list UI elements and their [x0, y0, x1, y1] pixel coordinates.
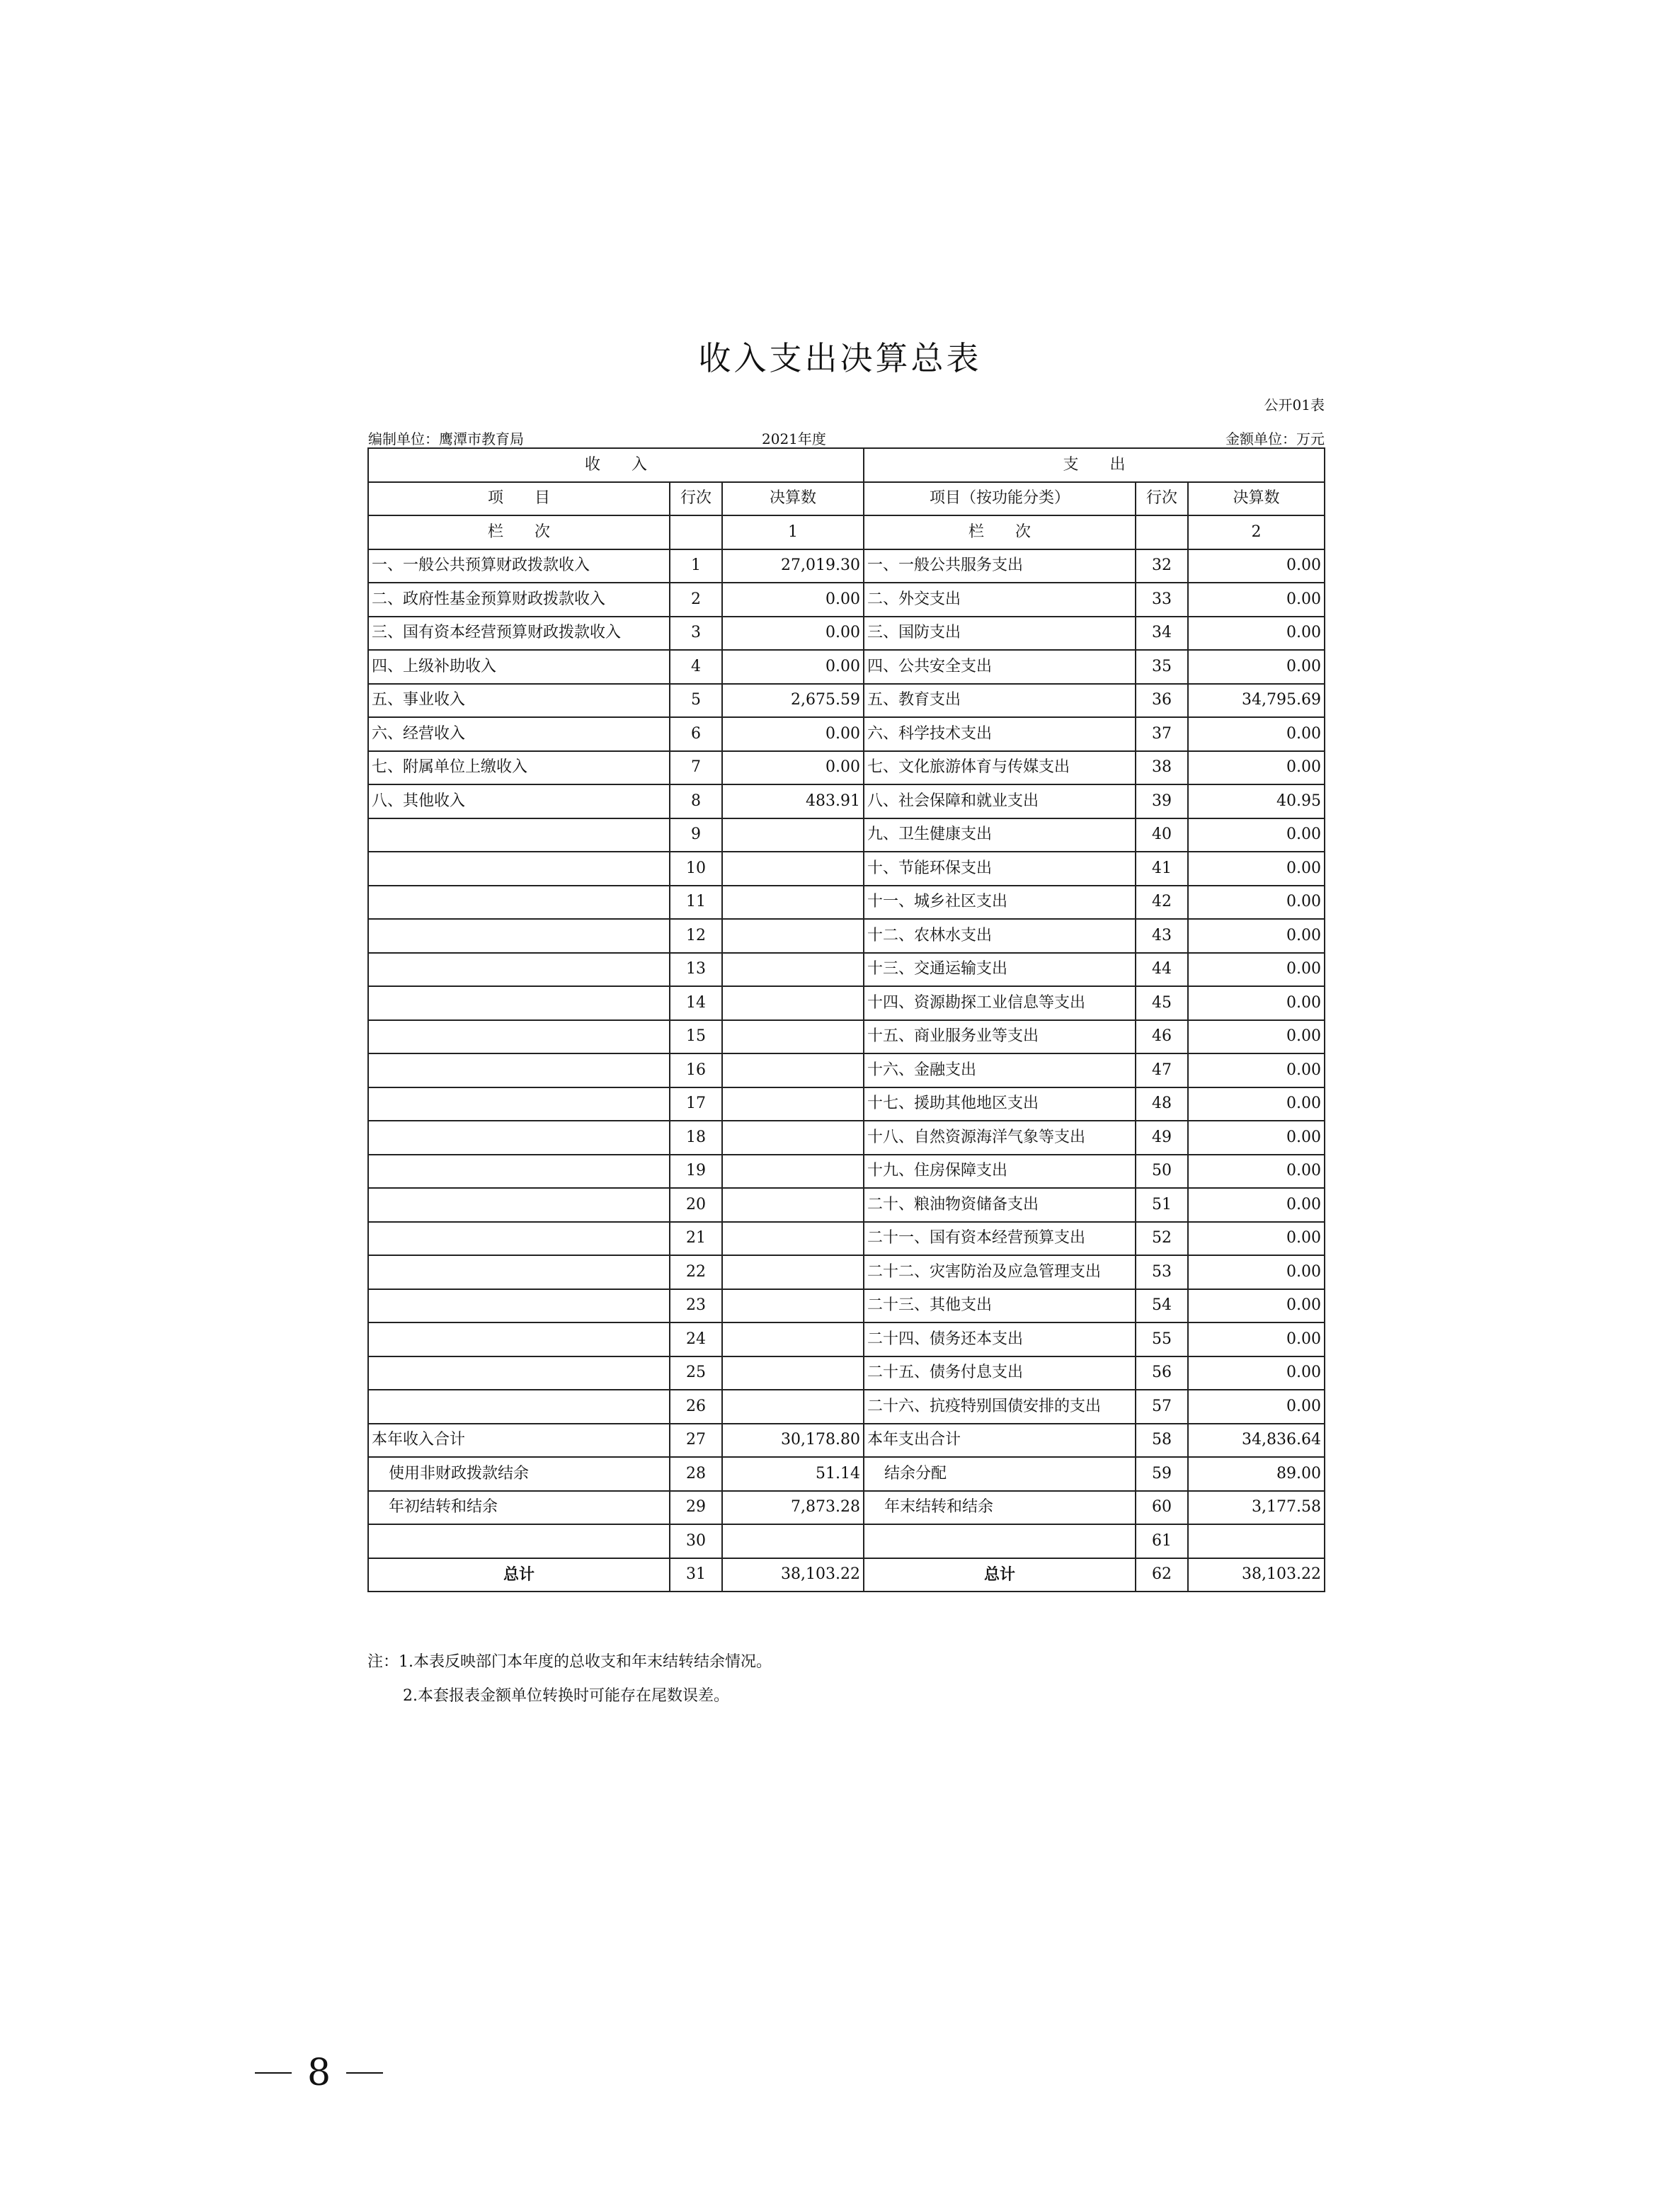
income-row-no-cell: 15 [670, 1020, 722, 1054]
expense-row-no-cell: 42 [1136, 886, 1188, 920]
page-dash-left [255, 2072, 292, 2074]
expense-item-cell: 三、国防支出 [864, 617, 1136, 651]
expense-amount-cell: 0.00 [1188, 1390, 1325, 1424]
income-row-no-cell: 11 [670, 886, 722, 920]
expense-item-header: 项目（按功能分类） [864, 482, 1136, 516]
compiling-unit: 编制单位：鹰潭市教育局 [368, 430, 524, 447]
note-2: 2.本套报表金额单位转换时可能存在尾数误差。 [403, 1687, 729, 1705]
table-row [368, 1222, 1325, 1256]
income-amount-cell [722, 1188, 864, 1222]
income-item-cell [368, 1121, 670, 1155]
expense-amount-cell: 0.00 [1188, 1020, 1325, 1054]
income-item-cell [368, 886, 670, 920]
expense-row-no-cell: 51 [1136, 1188, 1188, 1222]
income-row-no-cell: 29 [670, 1491, 722, 1525]
expense-item-cell: 六、科学技术支出 [864, 717, 1136, 751]
expense-item-cell: 五、教育支出 [864, 684, 1136, 718]
expense-item-cell: 四、公共安全支出 [864, 650, 1136, 684]
income-amount-cell: 51.14 [722, 1457, 864, 1491]
income-amount-cell [722, 1222, 864, 1256]
expense-row-no-cell: 52 [1136, 1222, 1188, 1256]
income-amount-cell [722, 1020, 864, 1054]
table-row [368, 1188, 1325, 1222]
expense-amount-header: 决算数 [1188, 482, 1325, 516]
expense-row-no-cell: 43 [1136, 919, 1188, 953]
expense-row-no-cell: 44 [1136, 953, 1188, 987]
notes [367, 1645, 772, 1713]
expense-column-index: 2 [1188, 515, 1325, 549]
income-item-cell: 一、一般公共预算财政拨款收入 [368, 549, 670, 583]
income-column-index-empty [670, 515, 722, 549]
table-row [368, 1457, 1325, 1491]
expense-item-cell: 十四、资源勘探工业信息等支出 [864, 986, 1136, 1020]
expense-amount-cell: 3,177.58 [1188, 1491, 1325, 1525]
income-item-cell: 四、上级补助收入 [368, 650, 670, 684]
income-amount-cell: 0.00 [722, 583, 864, 617]
income-amount-cell: 0.00 [722, 650, 864, 684]
income-item-cell: 总计 [368, 1558, 670, 1592]
table-row [368, 1020, 1325, 1054]
table-row [368, 717, 1325, 751]
income-row-no-cell: 5 [670, 684, 722, 718]
table-row [368, 852, 1325, 886]
expense-row-no-cell: 59 [1136, 1457, 1188, 1491]
expense-item-cell: 二、外交支出 [864, 583, 1136, 617]
table-row [368, 684, 1325, 718]
table-row [368, 751, 1325, 785]
income-amount-cell [722, 919, 864, 953]
expense-amount-cell: 0.00 [1188, 919, 1325, 953]
table-row [368, 953, 1325, 987]
income-amount-cell [722, 1289, 864, 1323]
expense-row-no-cell: 37 [1136, 717, 1188, 751]
income-item-cell [368, 1356, 670, 1390]
expense-amount-cell: 0.00 [1188, 549, 1325, 583]
expense-amount-cell: 0.00 [1188, 1188, 1325, 1222]
income-row-no-cell: 9 [670, 818, 722, 852]
income-item-cell: 八、其他收入 [368, 784, 670, 818]
income-item-cell [368, 1188, 670, 1222]
income-row-no-cell: 31 [670, 1558, 722, 1592]
income-row-no-cell: 16 [670, 1053, 722, 1087]
expense-amount-cell: 0.00 [1188, 1356, 1325, 1390]
income-row-no-cell: 4 [670, 650, 722, 684]
income-amount-cell: 2,675.59 [722, 684, 864, 718]
income-row-no-cell: 17 [670, 1087, 722, 1121]
expense-amount-cell: 38,103.22 [1188, 1558, 1325, 1592]
expense-item-cell: 七、文化旅游体育与传媒支出 [864, 751, 1136, 785]
expense-item-cell: 十七、援助其他地区支出 [864, 1087, 1136, 1121]
expense-item-cell: 十五、商业服务业等支出 [864, 1020, 1136, 1054]
expense-item-cell: 十二、农林水支出 [864, 919, 1136, 953]
expense-amount-cell [1188, 1524, 1325, 1558]
expense-row-no-cell: 35 [1136, 650, 1188, 684]
table-row [368, 583, 1325, 617]
income-item-cell [368, 1524, 670, 1558]
income-amount-cell [722, 1121, 864, 1155]
table-row [368, 1491, 1325, 1525]
income-amount-cell: 0.00 [722, 617, 864, 651]
expense-item-cell: 十三、交通运输支出 [864, 953, 1136, 987]
income-amount-cell: 0.00 [722, 717, 864, 751]
expense-item-cell: 八、社会保障和就业支出 [864, 784, 1136, 818]
expense-amount-cell: 0.00 [1188, 886, 1325, 920]
page-number [255, 2052, 383, 2094]
expense-row-no-cell: 50 [1136, 1155, 1188, 1189]
income-row-no-cell: 3 [670, 617, 722, 651]
table-row [368, 1424, 1325, 1458]
income-amount-cell [722, 1087, 864, 1121]
income-amount-cell: 38,103.22 [722, 1558, 864, 1592]
income-item-cell: 七、附属单位上缴收入 [368, 751, 670, 785]
income-item-cell [368, 986, 670, 1020]
income-item-cell [368, 953, 670, 987]
table-row [368, 986, 1325, 1020]
table-row [368, 1255, 1325, 1289]
table-row [368, 919, 1325, 953]
income-column-label: 栏 次 [368, 515, 670, 549]
income-amount-cell [722, 1356, 864, 1390]
expense-item-cell: 十、节能环保支出 [864, 852, 1136, 886]
expense-item-cell: 二十、粮油物资储备支出 [864, 1188, 1136, 1222]
income-expense-table [367, 447, 1325, 1592]
table-row [368, 784, 1325, 818]
income-amount-cell [722, 1390, 864, 1424]
expense-row-no-cell: 49 [1136, 1121, 1188, 1155]
table-row [368, 1356, 1325, 1390]
income-row-no-cell: 14 [670, 986, 722, 1020]
expense-item-cell: 十八、自然资源海洋气象等支出 [864, 1121, 1136, 1155]
income-item-cell [368, 1155, 670, 1189]
money-unit: 金额单位：万元 [1225, 430, 1325, 447]
income-item-cell [368, 1087, 670, 1121]
income-row-no-cell: 7 [670, 751, 722, 785]
expense-item-cell: 二十四、债务还本支出 [864, 1322, 1136, 1356]
income-column-index: 1 [722, 515, 864, 549]
income-amount-cell [722, 1524, 864, 1558]
expense-item-cell [864, 1524, 1136, 1558]
income-amount-cell: 483.91 [722, 784, 864, 818]
expense-column-label: 栏 次 [864, 515, 1136, 549]
expense-row-no-cell: 41 [1136, 852, 1188, 886]
income-row-no-cell: 18 [670, 1121, 722, 1155]
expense-amount-cell: 0.00 [1188, 717, 1325, 751]
page-number-text: 8 [307, 2052, 331, 2094]
income-amount-cell [722, 818, 864, 852]
table-row [368, 1053, 1325, 1087]
income-item-cell [368, 1322, 670, 1356]
income-amount-cell: 27,019.30 [722, 549, 864, 583]
income-row-no-cell: 6 [670, 717, 722, 751]
income-item-cell [368, 1289, 670, 1323]
income-row-no-cell: 1 [670, 549, 722, 583]
income-item-cell [368, 1255, 670, 1289]
expense-row-no-cell: 61 [1136, 1524, 1188, 1558]
expense-amount-cell: 34,836.64 [1188, 1424, 1325, 1458]
income-amount-cell [722, 986, 864, 1020]
expense-row-no-cell: 54 [1136, 1289, 1188, 1323]
header-row-columns [368, 482, 1325, 516]
expense-item-cell: 结余分配 [864, 1457, 1136, 1491]
income-item-cell [368, 1053, 670, 1087]
income-amount-cell: 30,178.80 [722, 1424, 864, 1458]
expense-amount-cell: 0.00 [1188, 1053, 1325, 1087]
income-row-no-cell: 13 [670, 953, 722, 987]
income-row-no-cell: 21 [670, 1222, 722, 1256]
form-number: 公开01表 [1264, 396, 1325, 413]
expense-amount-cell: 0.00 [1188, 583, 1325, 617]
expense-item-cell: 十九、住房保障支出 [864, 1155, 1136, 1189]
expense-row-no-cell: 60 [1136, 1491, 1188, 1525]
income-item-cell: 本年收入合计 [368, 1424, 670, 1458]
expense-item-cell: 二十三、其他支出 [864, 1289, 1136, 1323]
table-row [368, 1289, 1325, 1323]
expense-item-cell: 十一、城乡社区支出 [864, 886, 1136, 920]
table-row [368, 1155, 1325, 1189]
income-row-no-cell: 10 [670, 852, 722, 886]
income-item-cell: 年初结转和结余 [368, 1491, 670, 1525]
expense-item-cell: 二十五、债务付息支出 [864, 1356, 1136, 1390]
expense-item-cell: 二十一、国有资本经营预算支出 [864, 1222, 1136, 1256]
income-amount-cell [722, 953, 864, 987]
income-section-header: 收 入 [368, 448, 864, 482]
income-item-cell [368, 1020, 670, 1054]
expense-item-cell: 十六、金融支出 [864, 1053, 1136, 1087]
expense-row-no-cell: 45 [1136, 986, 1188, 1020]
expense-column-index-empty [1136, 515, 1188, 549]
expense-amount-cell: 0.00 [1188, 953, 1325, 987]
income-amount-cell [722, 1155, 864, 1189]
income-row-no-cell: 20 [670, 1188, 722, 1222]
income-amount-cell [722, 886, 864, 920]
expense-item-cell: 九、卫生健康支出 [864, 818, 1136, 852]
income-item-cell: 六、经营收入 [368, 717, 670, 751]
expense-amount-cell: 89.00 [1188, 1457, 1325, 1491]
table-row [368, 617, 1325, 651]
expense-amount-cell: 0.00 [1188, 1255, 1325, 1289]
expense-amount-cell: 0.00 [1188, 1087, 1325, 1121]
expense-row-no-cell: 58 [1136, 1424, 1188, 1458]
income-row-no-cell: 23 [670, 1289, 722, 1323]
table-row [368, 1322, 1325, 1356]
expense-item-cell: 二十二、灾害防治及应急管理支出 [864, 1255, 1136, 1289]
expense-amount-cell: 0.00 [1188, 751, 1325, 785]
income-row-no-cell: 27 [670, 1424, 722, 1458]
expense-amount-cell: 0.00 [1188, 1289, 1325, 1323]
total-row [368, 1558, 1325, 1592]
expense-row-no-cell: 46 [1136, 1020, 1188, 1054]
income-row-no-cell: 12 [670, 919, 722, 953]
header-row-sections [368, 448, 1325, 482]
expense-row-no-cell: 56 [1136, 1356, 1188, 1390]
table-row [368, 818, 1325, 852]
expense-item-cell: 年末结转和结余 [864, 1491, 1136, 1525]
income-row-no-cell: 24 [670, 1322, 722, 1356]
expense-amount-cell: 0.00 [1188, 1121, 1325, 1155]
expense-row-no-cell: 38 [1136, 751, 1188, 785]
expense-row-no-cell: 40 [1136, 818, 1188, 852]
table-row [368, 1087, 1325, 1121]
income-row-no-cell: 26 [670, 1390, 722, 1424]
note-1: 注：1.本表反映部门本年度的总收支和年末结转结余情况。 [367, 1653, 772, 1671]
fiscal-year: 2021年度 [762, 430, 826, 447]
income-amount-cell [722, 1053, 864, 1087]
expense-row-no-cell: 48 [1136, 1087, 1188, 1121]
expense-row-no-cell: 34 [1136, 617, 1188, 651]
table-row [368, 549, 1325, 583]
expense-section-header: 支 出 [864, 448, 1325, 482]
income-item-cell [368, 852, 670, 886]
expense-row-no-cell: 47 [1136, 1053, 1188, 1087]
income-item-header: 项 目 [368, 482, 670, 516]
income-row-no-cell: 8 [670, 784, 722, 818]
expense-amount-cell: 0.00 [1188, 650, 1325, 684]
expense-item-cell: 二十六、抗疫特别国债安排的支出 [864, 1390, 1136, 1424]
income-amount-cell: 7,873.28 [722, 1491, 864, 1525]
income-row-no-cell: 19 [670, 1155, 722, 1189]
expense-row-no-cell: 32 [1136, 549, 1188, 583]
expense-amount-cell: 0.00 [1188, 1155, 1325, 1189]
income-item-cell [368, 818, 670, 852]
income-row-no-cell: 28 [670, 1457, 722, 1491]
table-row [368, 1121, 1325, 1155]
income-amount-cell: 0.00 [722, 751, 864, 785]
expense-amount-cell: 0.00 [1188, 1322, 1325, 1356]
income-item-cell: 使用非财政拨款结余 [368, 1457, 670, 1491]
expense-row-no-cell: 55 [1136, 1322, 1188, 1356]
expense-row-no-cell: 57 [1136, 1390, 1188, 1424]
expense-row-no-cell: 33 [1136, 583, 1188, 617]
income-item-cell [368, 1390, 670, 1424]
income-item-cell [368, 919, 670, 953]
expense-amount-cell: 0.00 [1188, 986, 1325, 1020]
expense-amount-cell: 0.00 [1188, 852, 1325, 886]
income-amount-cell [722, 1322, 864, 1356]
expense-item-cell: 一、一般公共服务支出 [864, 549, 1136, 583]
expense-row-no-cell: 39 [1136, 784, 1188, 818]
expense-row-no-header: 行次 [1136, 482, 1188, 516]
page-title: 收入支出决算总表 [698, 339, 982, 377]
income-item-cell: 五、事业收入 [368, 684, 670, 718]
income-item-cell: 三、国有资本经营预算财政拨款收入 [368, 617, 670, 651]
expense-row-no-cell: 53 [1136, 1255, 1188, 1289]
income-item-cell: 二、政府性基金预算财政拨款收入 [368, 583, 670, 617]
expense-amount-cell: 0.00 [1188, 818, 1325, 852]
table-row [368, 650, 1325, 684]
expense-amount-cell: 34,795.69 [1188, 684, 1325, 718]
page-dash-right [346, 2072, 383, 2074]
income-row-no-cell: 22 [670, 1255, 722, 1289]
table-row [368, 886, 1325, 920]
header-row-column-index [368, 515, 1325, 549]
income-amount-header: 决算数 [722, 482, 864, 516]
income-item-cell [368, 1222, 670, 1256]
income-amount-cell [722, 852, 864, 886]
expense-row-no-cell: 36 [1136, 684, 1188, 718]
expense-row-no-cell: 62 [1136, 1558, 1188, 1592]
expense-item-cell: 总计 [864, 1558, 1136, 1592]
income-amount-cell [722, 1255, 864, 1289]
expense-amount-cell: 0.00 [1188, 617, 1325, 651]
expense-amount-cell: 0.00 [1188, 1222, 1325, 1256]
income-row-no-cell: 30 [670, 1524, 722, 1558]
income-row-no-cell: 25 [670, 1356, 722, 1390]
expense-amount-cell: 40.95 [1188, 784, 1325, 818]
table-row [368, 1390, 1325, 1424]
income-row-no-header: 行次 [670, 482, 722, 516]
table-row [368, 1524, 1325, 1558]
expense-item-cell: 本年支出合计 [864, 1424, 1136, 1458]
income-row-no-cell: 2 [670, 583, 722, 617]
